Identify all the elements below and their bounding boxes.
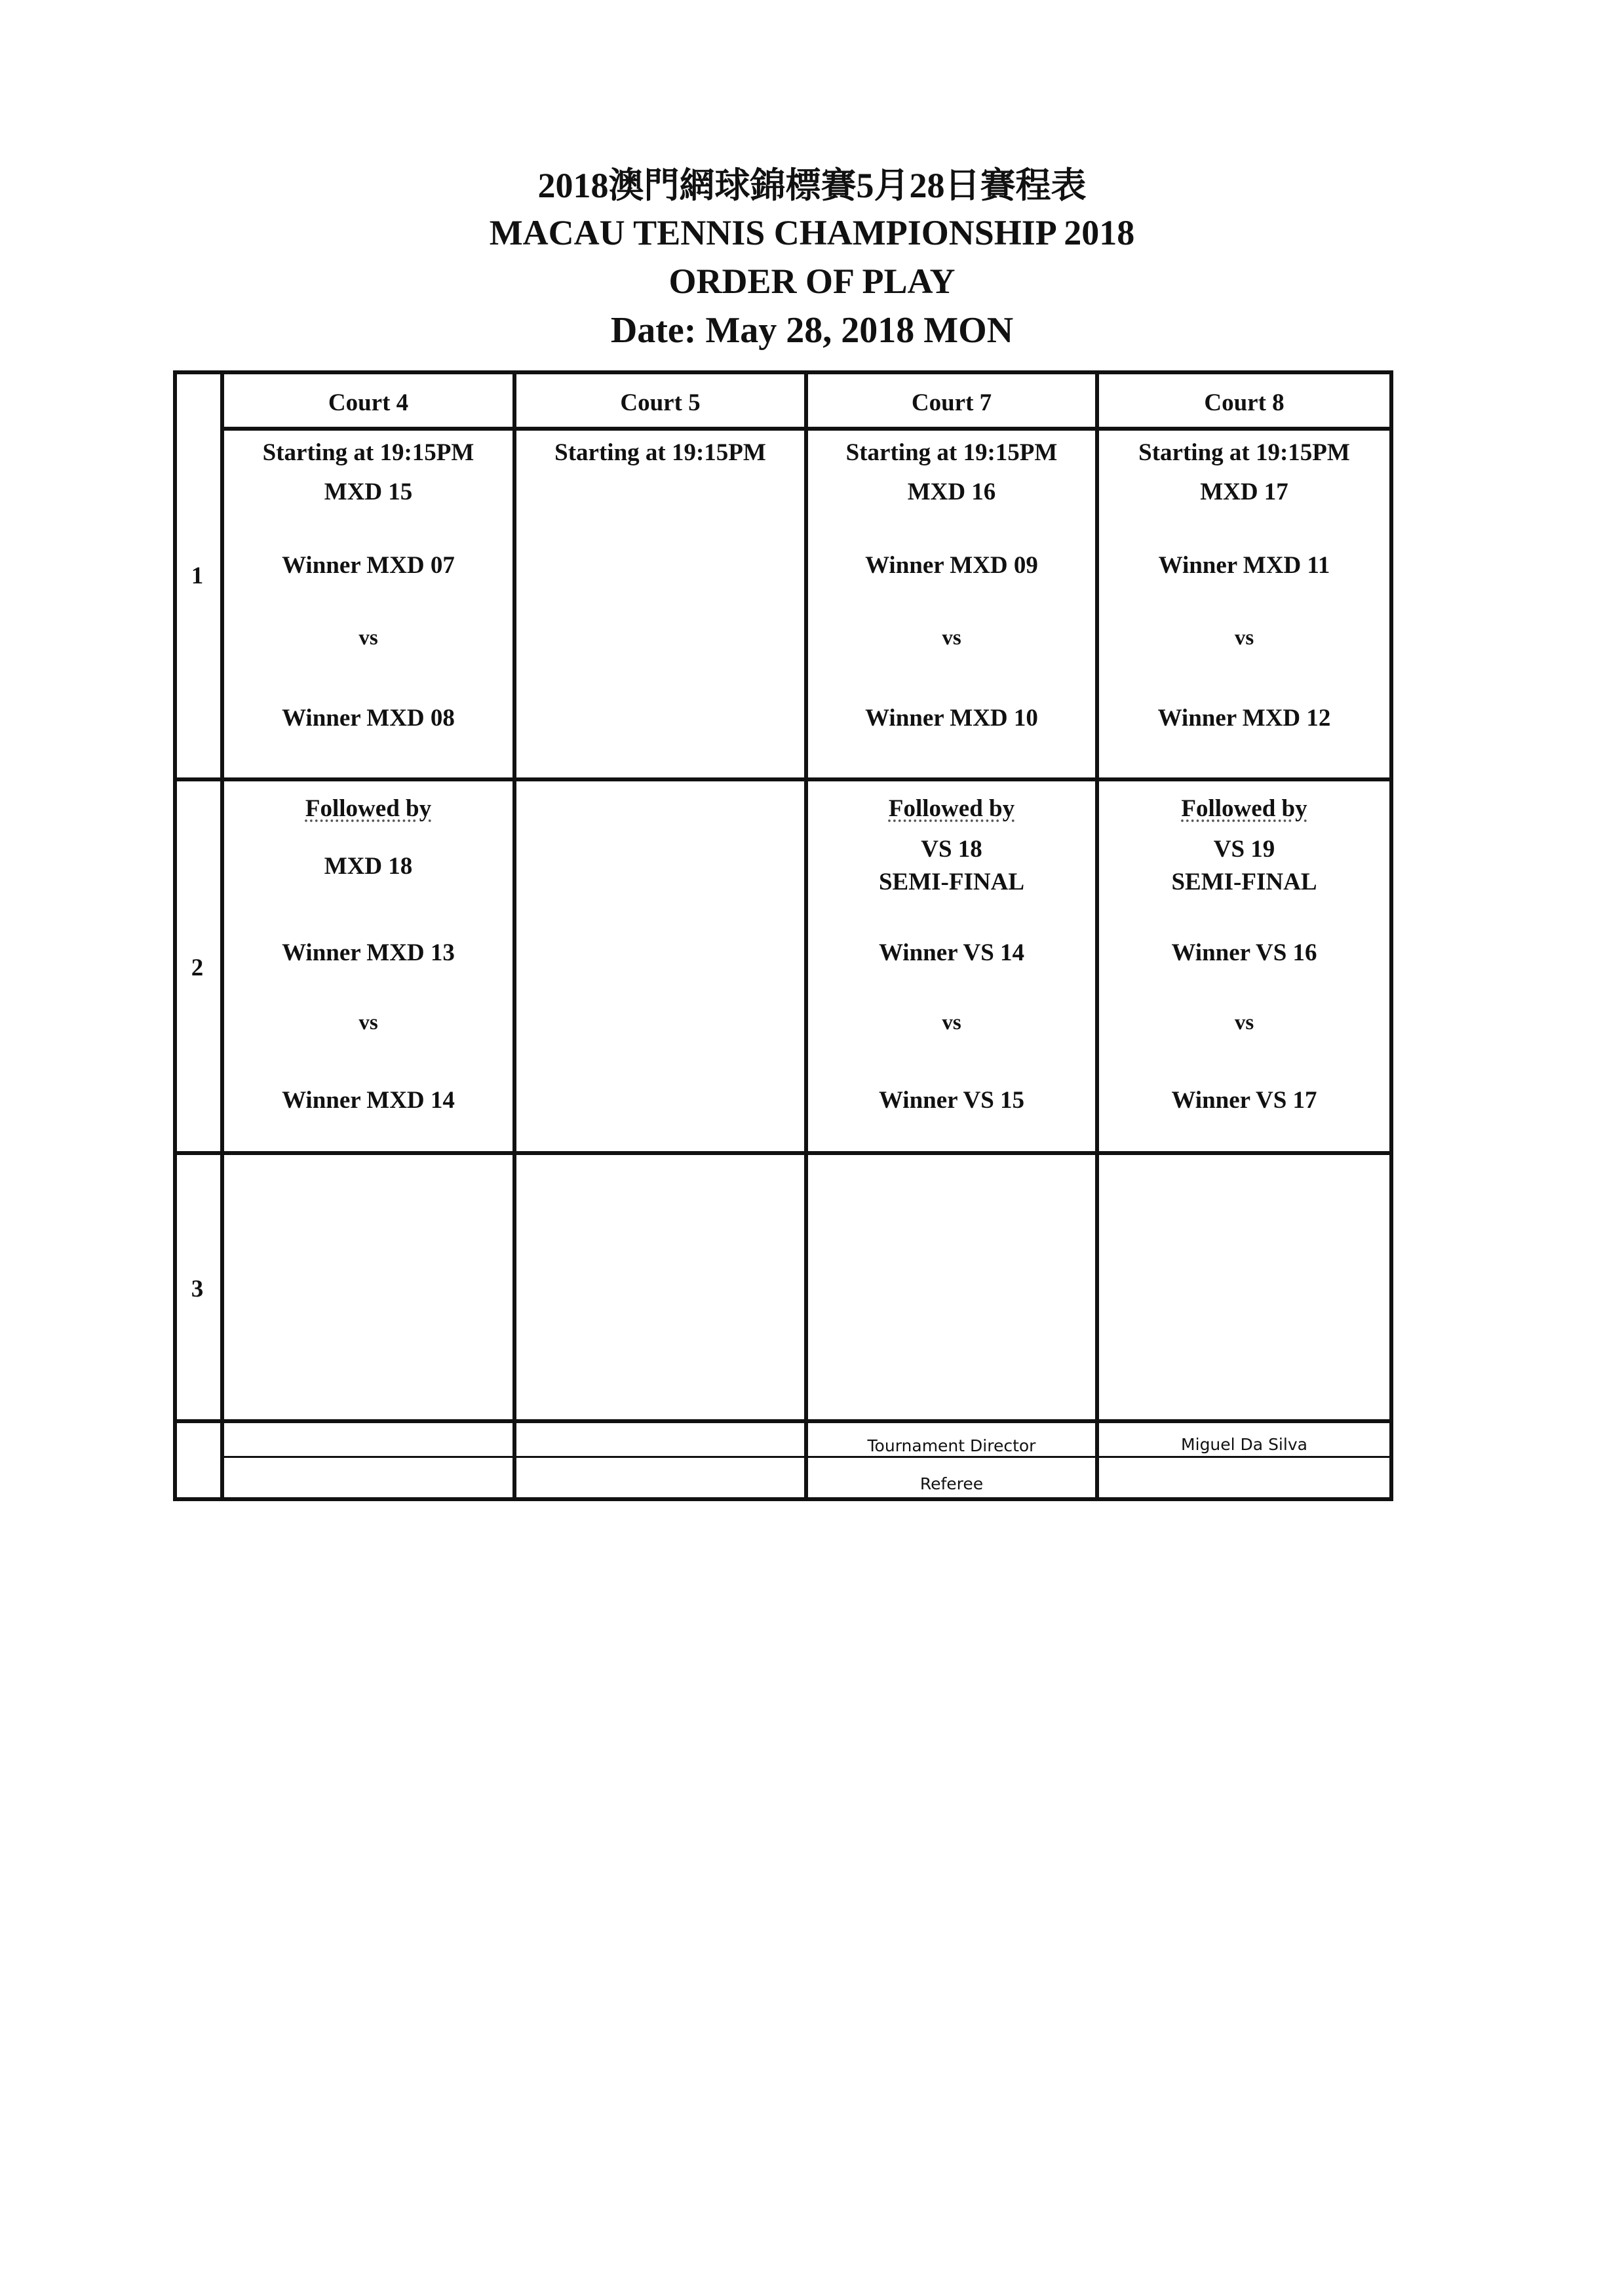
start-time: Starting at 19:15PM xyxy=(262,439,474,466)
match-id: VS 18 xyxy=(921,836,982,863)
court-4-label: Court 4 xyxy=(328,389,409,416)
court-header-8 xyxy=(1099,374,1389,427)
footer-divider xyxy=(220,1456,1393,1458)
row-number-1: 1 xyxy=(191,562,204,589)
row-number-3: 3 xyxy=(191,1276,204,1303)
round-label: SEMI-FINAL xyxy=(878,869,1025,895)
court-7-label: Court 7 xyxy=(911,389,992,416)
match-id: VS 19 xyxy=(1213,836,1275,863)
match-cell-r1-court8 xyxy=(1099,431,1389,777)
versus-label: vs xyxy=(1234,1011,1254,1034)
table-border-left xyxy=(173,370,177,1501)
match-cell-r1-court5 xyxy=(516,431,804,777)
tournament-director-name: Miguel Da Silva xyxy=(1181,1435,1307,1454)
match-id: MXD 16 xyxy=(907,479,996,505)
player-1: Winner MXD 13 xyxy=(282,939,455,966)
versus-label: vs xyxy=(942,626,961,650)
versus-label: vs xyxy=(358,1011,378,1034)
title-english: MACAU TENNIS CHAMPIONSHIP 2018 xyxy=(489,213,1135,252)
court-header-7 xyxy=(808,374,1095,427)
order-of-play-heading: ORDER OF PLAY xyxy=(668,262,956,301)
followed-by-label: Followed by xyxy=(888,795,1015,822)
match-cell-r2-court4 xyxy=(224,781,512,1151)
versus-label: vs xyxy=(1234,626,1254,650)
player-1: Winner MXD 07 xyxy=(282,552,455,579)
referee-label: Referee xyxy=(919,1474,984,1493)
order-of-play-table xyxy=(173,370,1393,1501)
match-id: MXD 17 xyxy=(1200,479,1288,505)
title-chinese: 2018澳門網球錦標賽5月28日賽程表 xyxy=(537,166,1087,205)
start-time: Starting at 19:15PM xyxy=(554,439,766,466)
table-border-right xyxy=(1389,370,1393,1501)
player-1: Winner MXD 11 xyxy=(1158,552,1330,579)
table-border-bottom xyxy=(173,1497,1393,1501)
player-2: Winner VS 15 xyxy=(878,1087,1025,1114)
court-header-4 xyxy=(224,374,512,427)
match-cell-r2-court5 xyxy=(516,781,804,1151)
court-5-label: Court 5 xyxy=(620,389,701,416)
player-2: Winner VS 17 xyxy=(1171,1087,1317,1114)
player-2: Winner MXD 10 xyxy=(865,705,1038,732)
match-cell-r2-court8 xyxy=(1099,781,1389,1151)
round-label: SEMI-FINAL xyxy=(1171,869,1317,895)
start-time: Starting at 19:15PM xyxy=(845,439,1058,466)
match-cell-r2-court7 xyxy=(808,781,1095,1151)
match-id: MXD 15 xyxy=(324,479,413,505)
followed-by-label: Followed by xyxy=(305,795,432,822)
player-2: Winner MXD 12 xyxy=(1157,705,1331,732)
match-cell-r1-court4 xyxy=(224,431,512,777)
player-1: Winner VS 16 xyxy=(1171,939,1317,966)
start-time: Starting at 19:15PM xyxy=(1138,439,1350,466)
player-2: Winner MXD 08 xyxy=(282,705,455,732)
versus-label: vs xyxy=(942,1011,961,1034)
versus-label: vs xyxy=(358,626,378,650)
player-1: Winner VS 14 xyxy=(878,939,1025,966)
followed-by-label: Followed by xyxy=(1181,795,1307,822)
tournament-director-label: Tournament Director xyxy=(867,1436,1036,1455)
court-8-label: Court 8 xyxy=(1204,389,1285,416)
document-header xyxy=(0,163,1624,355)
date-line: Date: May 28, 2018 MON xyxy=(610,310,1014,351)
court-header-5 xyxy=(516,374,804,427)
match-id: MXD 18 xyxy=(324,853,413,880)
row-divider-3 xyxy=(173,1419,1393,1423)
row-divider-2 xyxy=(173,1151,1393,1155)
player-1: Winner MXD 09 xyxy=(865,552,1038,579)
player-2: Winner MXD 14 xyxy=(282,1087,455,1114)
row-number-2: 2 xyxy=(191,954,204,981)
match-cell-r1-court7 xyxy=(808,431,1095,777)
